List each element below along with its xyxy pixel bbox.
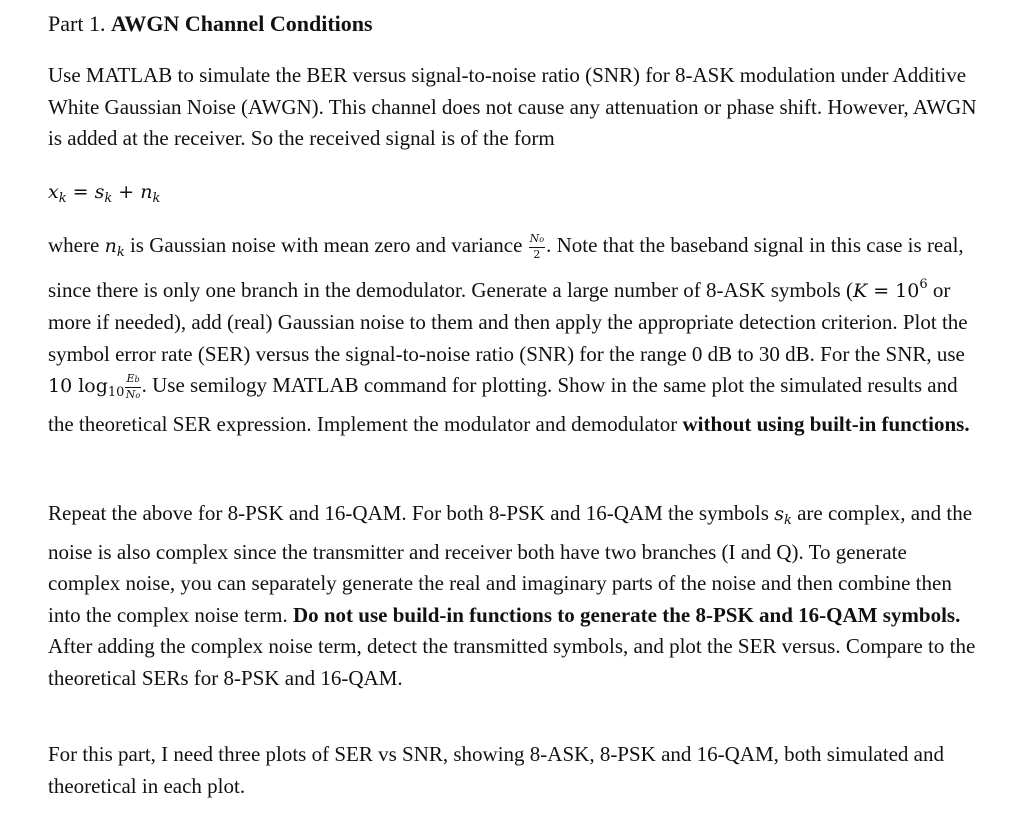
paragraph-psk-qam-instructions: Repeat the above for 8-PSK and 16-QAM. For both 8-PSK and 16-QAM the symbols $s_k$ are complex, and the noise is also complex since the transmitter and receiver both have two branches (I and Q). To generate complex noise, you can separately generate the real and imaginary parts of the noise and then combine then into the complex noise term. Do not use build-in functions to generate the 8-PSK and 16-QAM symbols. After adding the complex noise term, detect the transmitted symbols, and plot the SER versus. Compare to the theoretical SERs for 8-PSK and 16-QAM.	[48, 501, 976, 690]
heading-title: AWGN Channel Conditions	[110, 11, 373, 36]
section-heading	[48, 10, 373, 38]
paragraph-ask-instructions: where $n_k$ is Gaussian noise with mean zero and variance $\frac{No}{2}$ . Note that the baseband signal in this case is real, since there is only one branch in the demodulator. Generate a large number of 8-ASK symbols ($K = 10^6$ or more if needed), add (real) Gaussian noise to them and then apply the appropriate detection criterion. Plot the symbol error rate (SER) versus the signal-to-noise ratio (SNR) for the range 0 dB to 30 dB. For the SNR, use 10 $\log_{10}$ $\frac{Eb}{No}$ . Use semilogy MATLAB command for plotting. Show in the same plot the simulated results and the theoretical SER expression. Implement the modulator and demodulator without using built-in functions.	[48, 232, 970, 436]
received-signal-equation: $x_k = s_k + n_k$	[48, 181, 161, 206]
heading-prefix: Part 1.	[48, 11, 111, 36]
paragraph-deliverables: For this part, I need three plots of SER vs SNR, showing 8-ASK, 8-PSK and 16-QAM, both simulated and theoretical in each plot.	[48, 742, 944, 798]
paragraph-intro: Use MATLAB to simulate the BER versus signal-to-noise ratio (SNR) for 8-ASK modulation under Additive White Gaussian Noise (AWGN). This channel does not cause any attenuation or phase shift. However, AWGN is added at the receiver. So the received signal is of the form	[48, 63, 977, 150]
eb-no-fraction: $\frac{Eb}{No}$	[125, 371, 141, 401]
variance-fraction: $\frac{No}{2}$	[529, 232, 545, 262]
